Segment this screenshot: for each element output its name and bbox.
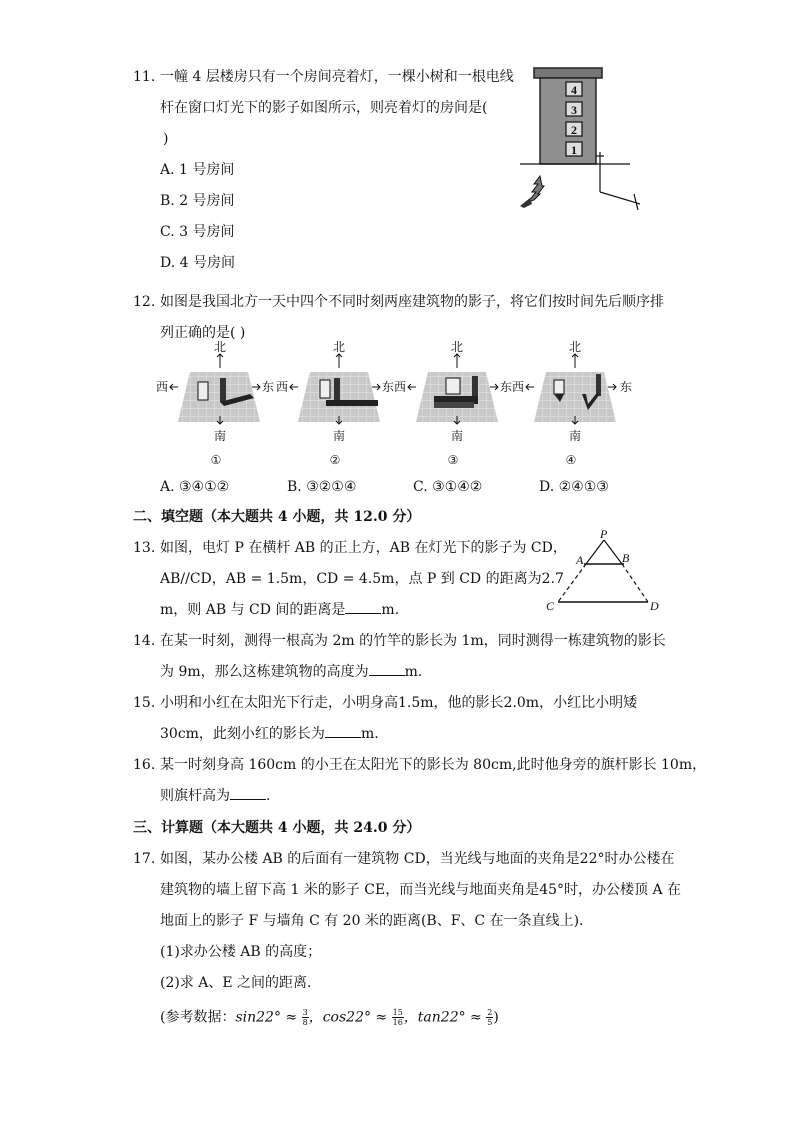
q11-building-figure — [510, 64, 660, 214]
section-2-title: 二、填空题（本大题共 4 小题，共 12.0 分） — [133, 509, 421, 525]
q15-number: 15. — [133, 695, 156, 711]
q12-number: 12. — [133, 294, 156, 310]
q17-part1: (1)求办公楼 AB 的高度； — [160, 944, 322, 960]
floor-label-4: 4 — [571, 83, 577, 97]
q15-line2: 30cm，此刻小红的影长为 m. — [160, 726, 379, 742]
q17-part2: (2)求 A、E 之间的距离． — [160, 975, 322, 991]
fraction-15-16: $\frac{15}{16}$ — [392, 1008, 403, 1027]
q12-stem-line1: 如图是我国北方一天中四个不同时刻两座建筑物的影子，将它们按时间先后顺序排 — [160, 294, 664, 310]
panel-2 — [276, 340, 394, 467]
q17-line1: 如图，某办公楼 AB 的后面有一建筑物 CD，当光线与地面的夹角是22°时办公楼在 — [160, 851, 675, 867]
north-label: 北 — [450, 340, 464, 354]
south-label: 南 — [213, 429, 227, 443]
q14-line1: 在某一时刻，测得一根高为 2m 的竹竿的影长为 1m，同时测得一栋建筑物的影长 — [160, 633, 666, 649]
q13-line3: m，则 AB 与 CD 间的距离是 m. — [160, 602, 400, 618]
south-label: 南 — [450, 429, 464, 443]
panel-number: ③ — [447, 453, 459, 467]
panel-number: ② — [329, 453, 341, 467]
west-label: 西 — [394, 380, 407, 394]
floor-label-1: 1 — [571, 143, 577, 157]
north-label: 北 — [568, 340, 582, 354]
q14-line2: 为 9m，那么这栋建筑物的高度为 m. — [160, 664, 423, 680]
panel-1 — [156, 340, 274, 467]
q11-number: 11. — [133, 69, 156, 85]
panel-3 — [394, 340, 512, 467]
q12-option-a: A. ③④①② — [160, 479, 230, 495]
q16-line1: 某一时刻身高 160cm 的小王在太阳光下的影长为 80cm,此时他身旁的旗杆影长 10m， — [160, 757, 707, 773]
section-3-title: 三、计算题（本大题共 4 小题，共 24.0 分） — [133, 820, 421, 836]
fraction-3-8: $\frac{3}{8}$ — [302, 1008, 308, 1027]
panel-number: ① — [210, 453, 222, 467]
q17-reference-data: (参考数据：sin22° ≈ $\frac{3}{8}$ ，cos22° ≈ $\frac{15}{16}$ ，tan22° ≈ $\frac{2}{5}$ ) — [160, 1008, 499, 1027]
q12-option-b: B. ③②①④ — [287, 479, 357, 495]
south-label: 南 — [568, 429, 582, 443]
north-label: 北 — [213, 340, 227, 354]
q16-number: 16. — [133, 757, 156, 773]
panel-4 — [512, 340, 632, 467]
q16-line2: 则旗杆高为 . — [160, 788, 271, 804]
label-c: C — [546, 599, 555, 613]
east-label: 东 — [620, 380, 633, 394]
label-a: A — [576, 553, 584, 567]
q17-line3: 地面上的影子 F 与墙角 C 有 20 米的距离(B、F、C 在一条直线上)． — [160, 913, 594, 929]
q13-line2: AB//CD，AB = 1.5m，CD = 4.5m，点 P 到 CD 的距离为2.7 — [160, 571, 564, 587]
label-p: P — [600, 527, 608, 541]
q12-option-d: D. ②④①③ — [539, 479, 609, 495]
q11-option-b: B. 2 号房间 — [160, 193, 235, 209]
label-d: D — [650, 599, 659, 613]
east-label: 东 — [262, 380, 275, 394]
q14-number: 14. — [133, 633, 156, 649]
q16-answer-blank[interactable] — [230, 787, 266, 800]
floor-label-3: 3 — [571, 103, 577, 117]
q11-stem-line2: 杆在窗口灯光下的影子如图所示，则亮着灯的房间是( — [160, 100, 488, 116]
floor-label-2: 2 — [571, 123, 577, 137]
q13-answer-blank[interactable] — [345, 601, 381, 614]
west-label: 西 — [276, 380, 289, 394]
q12-option-c: C. ③①④② — [413, 479, 483, 495]
q13-line1: 如图，电灯 P 在横杆 AB 的正上方，AB 在灯光下的影子为 CD， — [160, 540, 567, 556]
q11-stem-line1: 一幢 4 层楼房只有一个房间亮着灯，一棵小树和一根电线 — [160, 69, 514, 85]
q15-line1: 小明和小红在太阳光下行走，小明身高1.5m，他的影长2.0m，小红比小明矮 — [160, 695, 638, 711]
q11-option-c: C. 3 号房间 — [160, 224, 235, 240]
q13-number: 13. — [133, 540, 156, 556]
q15-answer-blank[interactable] — [325, 725, 361, 738]
q11-stem-line3: ) — [163, 131, 169, 147]
q12-shadow-figures — [150, 336, 650, 472]
q14-answer-blank[interactable] — [369, 663, 405, 676]
q13-triangle-figure — [540, 526, 670, 616]
west-label: 西 — [512, 380, 525, 394]
q17-number: 17. — [133, 851, 156, 867]
west-label: 西 — [156, 380, 169, 394]
east-label: 东 — [500, 380, 513, 394]
panel-number: ④ — [565, 453, 577, 467]
label-b: B — [622, 551, 630, 565]
q12-stem-line2: 列正确的是( ) — [160, 325, 246, 341]
q17-line2: 建筑物的墙上留下高 1 米的影子 CE，而当光线与地面夹角是45°时，办公楼顶 A 在 — [160, 882, 682, 898]
q11-option-d: D. 4 号房间 — [160, 255, 235, 271]
east-label: 东 — [382, 380, 395, 394]
south-label: 南 — [332, 429, 346, 443]
q11-option-a: A. 1 号房间 — [160, 162, 235, 178]
north-label: 北 — [332, 340, 346, 354]
fraction-2-5: $\frac{2}{5}$ — [487, 1008, 493, 1027]
